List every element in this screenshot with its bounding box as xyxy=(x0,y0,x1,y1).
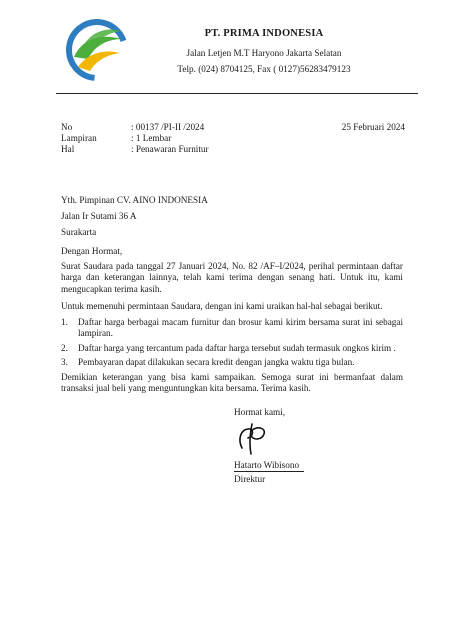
list-item-text: Pembayaran dapat dilakukan secara kredit dengan jangka waktu tiga bulan. xyxy=(78,357,355,367)
paragraph-2: Untuk memenuhi permintaan Saudara, dengan ini kami uraikan hal-hal sebagai berikut. xyxy=(61,301,383,311)
signer-title: Direktur xyxy=(234,474,266,484)
letter-meta xyxy=(61,122,405,155)
list-item-number: 1. xyxy=(61,316,68,327)
company-header xyxy=(140,28,388,74)
header-divider xyxy=(56,93,418,94)
list-item xyxy=(61,317,403,340)
meta-hal-label: Hal xyxy=(61,144,75,154)
leaf-swirl-logo-icon xyxy=(66,19,128,81)
letter-body xyxy=(61,246,403,395)
item-list xyxy=(61,317,403,369)
recipient-address xyxy=(61,192,208,240)
list-item xyxy=(61,357,403,369)
company-address: Jalan Letjen M.T Haryono Jakarta Selatan xyxy=(186,48,342,58)
signer-name: Hatarto Wibisono xyxy=(234,460,300,470)
meta-hal-value: : Penawaran Furnitur xyxy=(131,144,209,154)
closing-paragraph: Demikian keterangan yang bisa kami sampaikan. Semoga surat ini bermanfaat dalam transaksi jual beli yang menguntungkan kita bersama. Terima kasih. xyxy=(61,371,403,393)
list-item xyxy=(61,343,403,355)
handwritten-signature-icon xyxy=(234,420,274,456)
meta-no-label: No xyxy=(61,122,73,132)
recipient-line-2: Jalan Ir Sutami 36 A xyxy=(61,211,137,221)
letter-date: 25 Februari 2024 xyxy=(341,122,405,132)
meta-no-value: : 00137 /PI-II /2024 xyxy=(131,122,205,132)
list-item-text: Daftar harga berbagai macam furnitur dan brosur kami kirim bersama surat ini sebagai lampiran. xyxy=(78,316,403,338)
meta-lampiran-label: Lampiran xyxy=(61,133,97,143)
list-item-number: 2. xyxy=(61,342,68,353)
signer-underline xyxy=(234,471,304,472)
greeting: Dengan Hormat, xyxy=(61,246,123,256)
signer-block xyxy=(234,460,304,484)
company-phone: Telp. (024) 8704125, Fax ( 0127)56283479123 xyxy=(177,64,351,74)
meta-row-no xyxy=(61,122,405,133)
closing-salutation: Hormat kami, xyxy=(234,407,286,417)
meta-row-hal xyxy=(61,144,405,155)
company-name: PT. PRIMA INDONESIA xyxy=(204,28,324,39)
recipient-line-1: Yth. Pimpinan CV. AINO INDONESIA xyxy=(61,195,208,205)
paragraph-1: Surat Saudara pada tanggal 27 Januari 2024, No. 82 /AF–I/2024, perihal permintaan daftar harga dan keterangan lainnya, telah kami terima dengan senang hati. Untuk itu, kami mengucapkan terima kasih. xyxy=(61,260,403,294)
meta-lampiran-value: : 1 Lembar xyxy=(131,133,172,143)
list-item-number: 3. xyxy=(61,357,68,367)
meta-row-lampiran xyxy=(61,133,405,144)
list-item-text: Daftar harga yang tercantum pada daftar harga tersebut sudah termasuk ongkos kirim . xyxy=(78,342,396,353)
recipient-line-3: Surakarta xyxy=(61,227,97,237)
